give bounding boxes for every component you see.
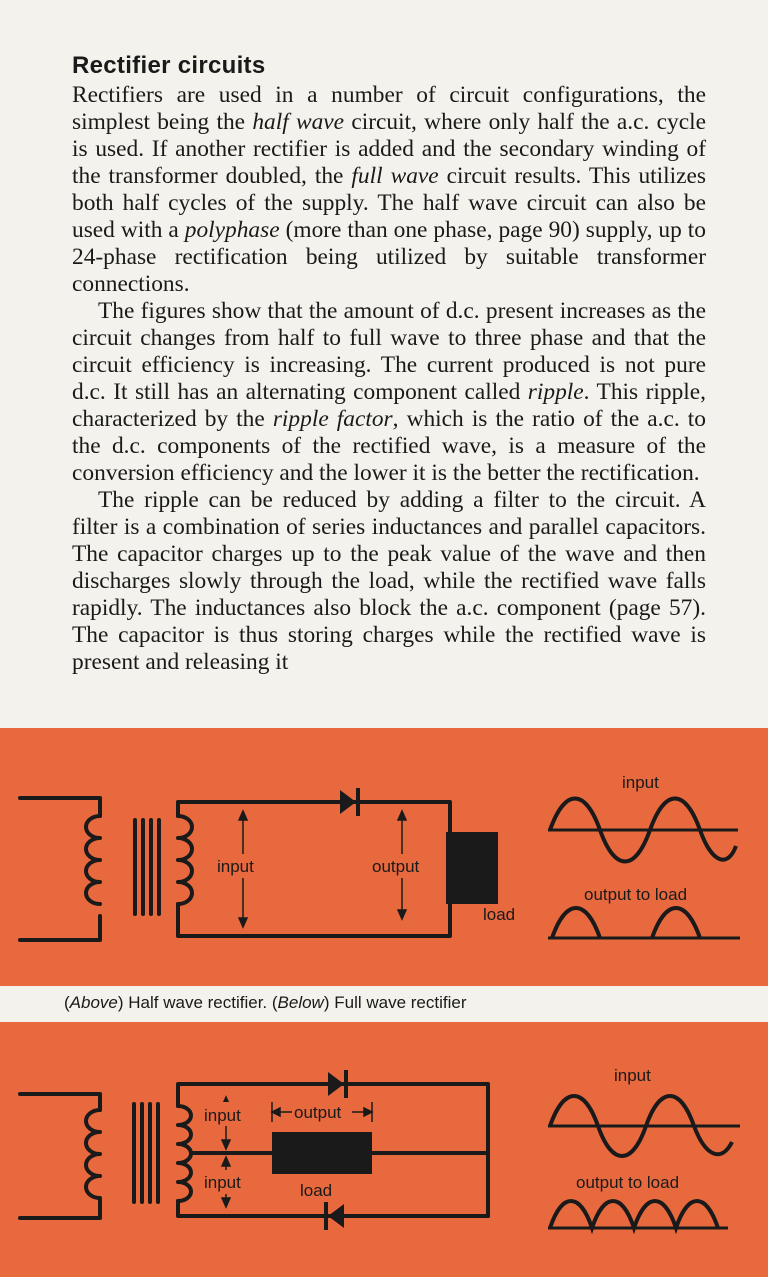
- primary-lead-top: [20, 798, 100, 816]
- primary-coil-icon: [86, 816, 100, 904]
- p1-text-e: circuit results. This utilizes both half cycles of the supply. The half wave circuit can also be used with a: [72, 163, 706, 243]
- caption-above: Above: [69, 993, 118, 1012]
- output-full-wave: [550, 1201, 718, 1228]
- label-input: input: [217, 857, 254, 876]
- term-ripple-factor: ripple factor: [272, 406, 393, 432]
- primary-coil-icon: [86, 1110, 100, 1198]
- diode-icon: [340, 788, 358, 816]
- caption-text-2: ) Full wave rectifier: [323, 993, 467, 1012]
- paragraph-1: [72, 82, 706, 298]
- caption-open: (: [64, 993, 70, 1012]
- primary-lead-bottom: [20, 916, 100, 940]
- p2-text-c: . This ripple, characterized by the: [72, 379, 706, 432]
- term-ripple: ripple: [527, 379, 584, 405]
- wire-bottom: [178, 904, 450, 936]
- term-half-wave: half wave: [252, 109, 345, 135]
- primary-lead-top: [20, 1094, 100, 1110]
- wave-output-label: output to load: [584, 885, 688, 904]
- half-wave-circuit: [0, 728, 768, 986]
- load-resistor: [272, 1132, 372, 1174]
- full-wave-diagram: [0, 1022, 768, 1277]
- wave-input-label: input: [614, 1066, 651, 1085]
- wire-top: [178, 802, 450, 832]
- figure-caption: [64, 993, 466, 1013]
- label-output: output: [294, 1103, 342, 1122]
- primary-lead-bottom: [20, 1200, 100, 1218]
- p2-text-e: , which is the ratio of the a.c. to the d.c. components of the rectified wave, is a measure of the conversion efficiency and the lower it is the better the rectification.: [72, 406, 707, 486]
- output-half-wave: [552, 908, 700, 938]
- term-polyphase: polyphase: [184, 217, 280, 243]
- label-load: load: [483, 905, 516, 924]
- term-full-wave: full wave: [351, 163, 439, 189]
- section-heading: Rectifier circuits: [72, 52, 266, 79]
- diode-top-icon: [328, 1070, 346, 1098]
- paragraph-2: [72, 298, 706, 487]
- secondary-coil-icon: [178, 1106, 191, 1201]
- label-input-bottom: input: [204, 1173, 241, 1192]
- body-text: [72, 82, 706, 676]
- wave-output-label: output to load: [576, 1173, 680, 1192]
- secondary-coil-icon: [178, 816, 192, 904]
- half-wave-diagram: [0, 728, 768, 986]
- p1-text-g: (more than one phase, page 90) supply, up to 24-phase rectification being utilized by suitable transformer connections.: [72, 217, 706, 297]
- label-load: load: [300, 1181, 333, 1200]
- diode-bottom-icon: [326, 1202, 344, 1230]
- p1-text-a: Rectifiers are used in a number of circuit configurations, the simplest being the: [72, 82, 706, 135]
- load-resistor: [446, 832, 498, 904]
- wave-input-label: input: [622, 773, 659, 792]
- full-wave-circuit: [0, 1022, 768, 1277]
- paragraph-3: The ripple can be reduced by adding a filter to the circuit. A filter is a combination of series inductances and parallel capacitors. The capacitor charges up to the peak value of the wave and then discharges slowly through the load, while the rectified wave falls rapidly. The inductances also block the a.c. component (page 57). The capacitor is thus storing charges while the rectified wave is present and releasing it: [72, 487, 706, 675]
- caption-text-1: ) Half wave rectifier. (: [117, 993, 278, 1012]
- label-output: output: [372, 857, 420, 876]
- p1-text-c: circuit, where only half the a.c. cycle is used. If another rectifier is added and the secondary winding of the transformer doubled, the: [72, 109, 706, 189]
- p2-text-a: The figures show that the amount of d.c. present increases as the circuit changes from half to full wave to three phase and that the circuit efficiency is increasing. The current produced is not pure d.c. It still has an alternating component called: [72, 298, 706, 405]
- caption-below: Below: [277, 993, 324, 1012]
- label-input-top: input: [204, 1106, 241, 1125]
